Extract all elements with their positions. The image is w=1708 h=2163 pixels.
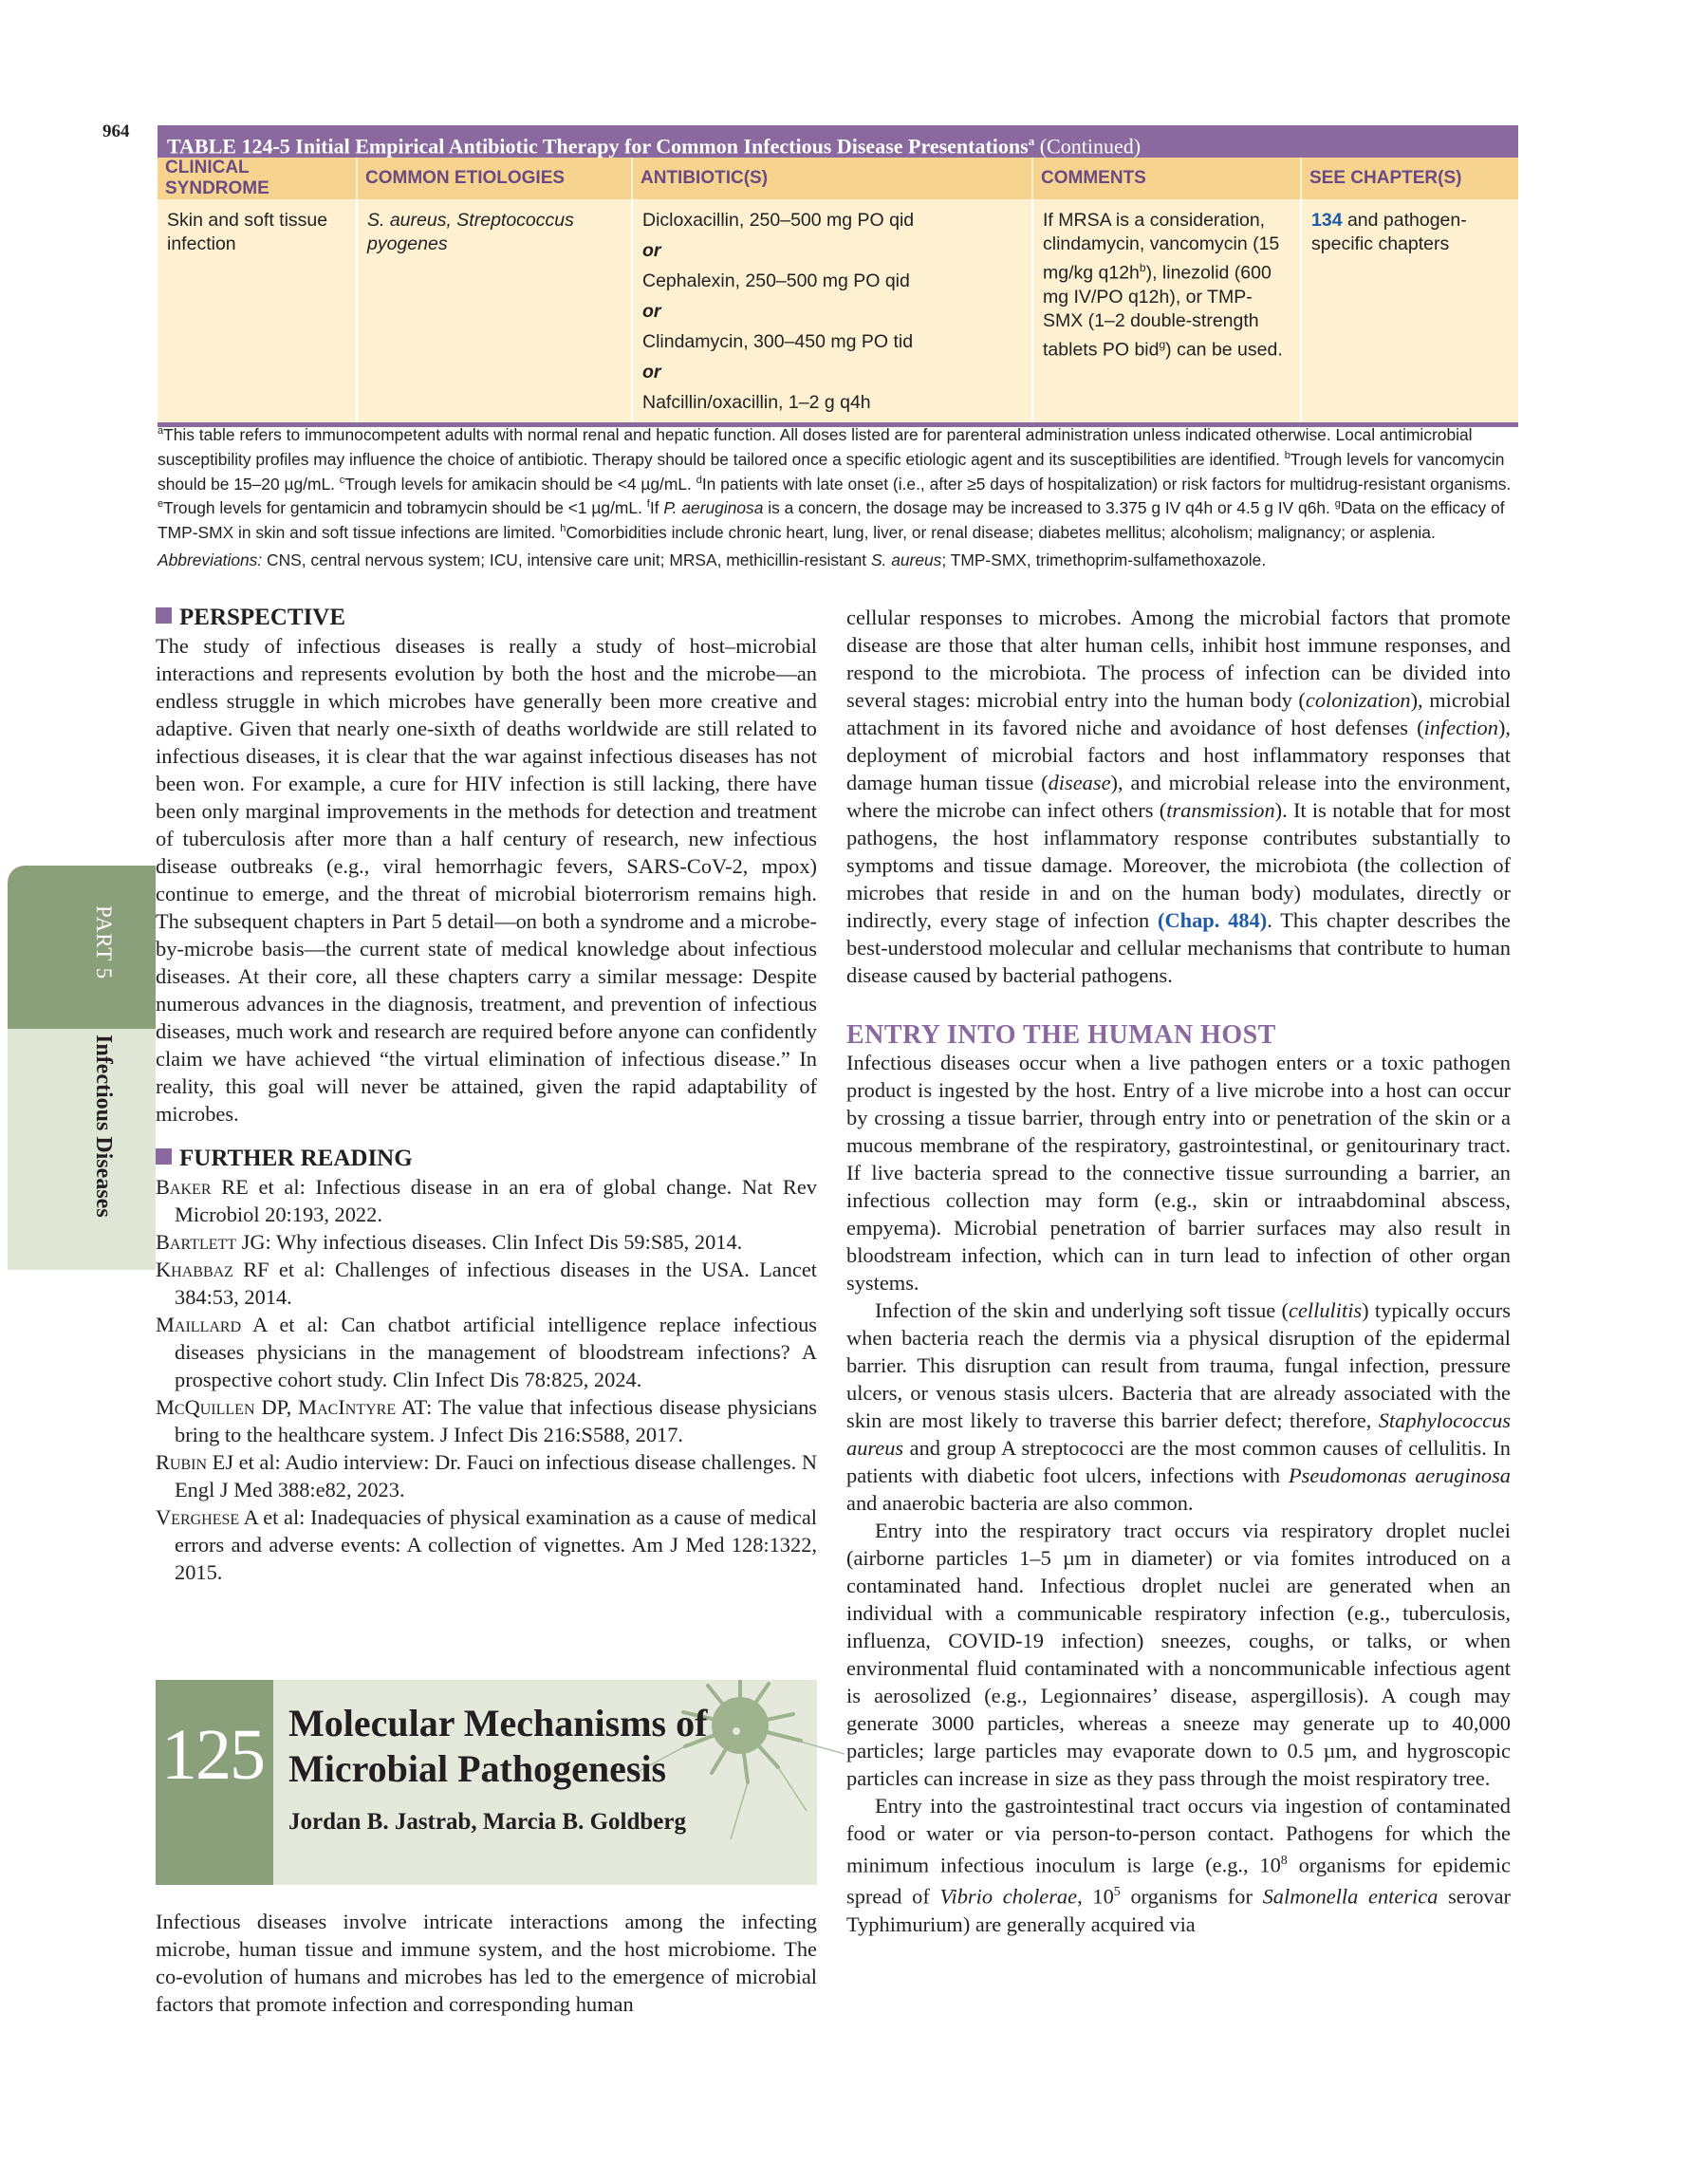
reference-author: Khabbaz (156, 1258, 233, 1281)
reference-author: MacIntyre (298, 1395, 397, 1419)
table-abbreviations (158, 550, 1518, 570)
cell-syndrome: Skin and soft tissue infection (158, 199, 357, 422)
text-run: cellular responses to microbes. Among the microbial factors that promote disease are those that alter human cells, inhibit host immune responses, and respond to the microbiota. The process of infection can be divided into several stages: microbial entry into the human body ( (846, 606, 1511, 712)
footnote-text: Data on the efficacy of TMP-SMX in skin and soft tissue infections are limited. (158, 498, 1505, 542)
footnote-mark: g (1159, 337, 1166, 351)
italic-term: infection (1423, 716, 1498, 739)
footnote-mark: e (158, 498, 164, 511)
reference-text: A et al: Can chatbot artificial intelligence replace infectious diseases physicians in the management of bloodstream infections? A prospective cohort study. Clin Infect Dis 78:825, 2024. (175, 1313, 817, 1391)
cell-see-chapters (1301, 199, 1518, 422)
italic-term: transmission (1166, 798, 1275, 822)
italic-term: Pseudomonas aeruginosa (1288, 1464, 1511, 1487)
italic-term: disease (1048, 771, 1111, 794)
reference-item (156, 1173, 817, 1228)
abbrev-italic: S. aureus (870, 550, 942, 569)
reference-author: Baker (156, 1175, 212, 1199)
table-title-sup: a (1028, 134, 1035, 148)
footnote-text: P. aeruginosa (663, 498, 764, 518)
antibiotic-option: Dicloxacillin, 250–500 mg PO qid (642, 210, 915, 231)
reference-text: DP, (254, 1395, 299, 1419)
italic-term: colonization (1305, 688, 1411, 712)
superscript: 5 (1113, 1885, 1121, 1900)
footnote-text: Trough levels for amikacin should be <4 µg/mL. (344, 474, 696, 494)
reference-text: EJ et al: Audio interview: Dr. Fauci on infectious disease challenges. N Engl J Med 388:e82, 2023. (175, 1450, 818, 1501)
comment-text: ), linezolid (600 mg IV/PO q12h), or TMP-SMX (1–2 double-strength tablets PO bid (1043, 262, 1272, 360)
chapter-authors: Jordan B. Jastrab, Marcia B. Goldberg (288, 1809, 686, 1835)
italic-term: Vibrio cholerae (939, 1884, 1078, 1909)
see-chapters-text: and pathogen-specific chapters (1311, 210, 1467, 254)
text-run: ), deployment of microbial factors and host inflammatory responses that damage human tissue ( (846, 716, 1511, 794)
chapter-number: 125 (161, 1715, 264, 1795)
col-header-antibiotics: ANTIBIOTIC(S) (632, 158, 1032, 199)
side-tab-part-label: PART 5 (92, 905, 116, 980)
page-number: 964 (102, 121, 130, 141)
table-row (158, 199, 1518, 422)
perspective-paragraph: The study of infectious diseases is really a study of host–microbial interactions and represents evolution by both the host and the microbe—an endless struggle in which microbes have generally been more creative and adaptive. Given that nearly one-sixth of deaths worldwide are still related to infectious diseases, it is clear that the war against infectious diseases has not been won. For example, a cure for HIV infection is still lacking, there have been only marginal improvements in the methods for detection and treatment of tuberculosis after more than a half century of research, new infectious disease outbreaks (e.g., viral hemorrhagic fevers, SARS-CoV-2, mpox) continue to emerge, and the threat of microbial bioterrorism remains high. The subsequent chapters in Part 5 detail—on both a syndrome and a microbe-by-microbe basis—the current state of medical knowledge about infectious diseases. At their core, all these chapters carry a similar message: Despite numerous advances in the diagnosis, treatment, and prevention of infectious diseases, much work and research are required before anyone can confidently claim we have achieved “the virtual elimination of infectious disease.” In reality, this goal will never be attained, given the rapid adaptability of microbes. (156, 634, 817, 1126)
reference-author: Maillard (156, 1313, 242, 1336)
reference-item (156, 1256, 817, 1311)
reference-item (156, 1393, 817, 1448)
text-run: ), microbial attachment in its favored niche and avoidance of host defenses ( (846, 688, 1511, 739)
entry-heading: ENTRY INTO THE HUMAN HOST (846, 1020, 1276, 1050)
or-label: or (642, 362, 661, 382)
intro-continued-paragraph (846, 604, 1511, 989)
table-footnotes (158, 420, 1518, 543)
table-title-continued: (Continued) (1034, 134, 1142, 158)
antibiotic-option: Nafcillin/oxacillin, 1–2 g q4h (642, 392, 871, 413)
further-reading-heading-text: FURTHER READING (179, 1146, 413, 1171)
or-label: or (642, 301, 661, 322)
footnote-mark: d (696, 474, 702, 486)
chapter-title: Molecular Mechanisms of Microbial Pathogenesis (288, 1702, 708, 1790)
footnote-mark: b (1284, 449, 1290, 461)
footnote-text: Trough levels for vancomycin should be 15–20 µg/mL. (158, 449, 1505, 494)
footnote-text: Trough levels for gentamicin and tobramycin should be <1 µg/mL. (163, 498, 647, 518)
comment-text: If MRSA is a consideration, clindamycin, vancomycin (15 mg/kg q12h (1043, 210, 1280, 284)
entry-paragraph-2 (846, 1296, 1511, 1517)
abbrev-label: Abbreviations: (158, 550, 263, 569)
antibiotic-option: Clindamycin, 300–450 mg PO tid (642, 331, 914, 352)
footnote-mark: b (1139, 261, 1146, 274)
footnote-mark: g (1334, 498, 1341, 511)
text-run: ) typically occurs when bacteria reach the dermis via a physical disruption of the epidermal barrier. This disruption can result from trauma, fungal infection, pressure ulcers, or venous stasis ulcers. Bacteria that are already associated with the skin are most likely to traverse this barrier defect; therefore, (846, 1298, 1511, 1432)
reference-text: RF et al: Challenges of infectious diseases in the USA. Lancet 384:53, 2014. (175, 1258, 817, 1309)
footnote-mark: a (158, 425, 164, 437)
text-run: , 10 (1077, 1884, 1114, 1909)
reference-text: A et al: Inadequacies of physical examination as a cause of medical errors and adverse events: A collection of vignettes. Am J Med 128:1322, 2015. (175, 1505, 817, 1584)
footnote-text: is a concern, the dosage may be increased to 3.375 g IV q4h or 4.5 g IV q6h. (763, 498, 1335, 518)
footnote-text: In patients with late onset (i.e., after ≥5 days of hospitalization) or risk factors for multidrug-resistant organisms. (701, 474, 1512, 494)
text-run: serovar Typhimurium) are generally acquired via (846, 1884, 1511, 1936)
antibiotic-table (158, 125, 1518, 427)
col-header-clinical-syndrome: CLINICAL SYNDROME (158, 158, 357, 199)
text-run: and anaerobic bacteria are also common. (846, 1491, 1194, 1515)
chapter-484-link[interactable]: (Chap. 484) (1158, 908, 1268, 932)
italic-term: Salmonella enterica (1262, 1884, 1439, 1909)
text-run: and group A streptococci are the most common causes of cellulitis. In patients with diabetic foot ulcers, infections with (846, 1436, 1511, 1487)
col-header-common-etiologies: COMMON ETIOLOGIES (357, 158, 632, 199)
chapter-link-134[interactable]: 134 (1311, 210, 1343, 231)
comment-text: ) can be used. (1165, 339, 1283, 360)
table-title (158, 125, 1518, 158)
reference-text: JG: Why infectious diseases. Clin Infect Dis 59:S85, 2014. (236, 1230, 743, 1254)
text-run: ). It is notable that for most pathogens, the host inflammatory response contributes substantially to symptoms and tissue damage. Moreover, the microbiota (the collection of microbes that reside in and on the human body) modulates, directly or indirectly, every stage of infection (846, 798, 1512, 932)
footnote-text: This table refers to immunocompetent adults with normal renal and hepatic function. All doses listed are for parenteral administration unless indicated otherwise. Local antimicrobial susceptibility profiles may influence the choice of antibiotic. Therapy should be tailored once a specific etiologic agent and its susceptibilities are identified. (158, 424, 1473, 469)
heading-square-icon (156, 1148, 172, 1165)
italic-term: Staphylococcus aureus (846, 1408, 1511, 1460)
reference-list (156, 1173, 817, 1586)
or-label: or (642, 240, 661, 261)
text-run: organisms for (1120, 1884, 1263, 1909)
footnote-text: Comorbidities include chronic heart, lung, liver, or renal disease; diabetes mellitus; alcoholism; malignancy; or asplenia. (566, 522, 1436, 542)
right-column (846, 604, 1511, 1938)
footnote-mark: h (560, 523, 566, 535)
table-grid (158, 158, 1518, 422)
table-title-text: TABLE 124-5 Initial Empirical Antibiotic Therapy for Common Infectious Disease Presentations (167, 134, 1029, 158)
reference-author: McQuillen (156, 1395, 255, 1419)
perspective-heading-text: PERSPECTIVE (179, 605, 346, 630)
text-run: ), and microbial release into the environment, where the microbe can infect others ( (846, 771, 1511, 822)
entry-paragraph-1: Infectious diseases occur when a live pathogen enters or a toxic pathogen product is ingested by the host. Entry of a live microbe into a host can occur by crossing a tissue barrier, through entry into or penetration of the skin or a mucous membrane of the respiratory, gastrointestinal, or genitourinary tract. If live bacteria spread to the connective tissue surrounding a barrier, an infectious collection may form (e.g., skin or intraabdominal abscess, empyema). Microbial penetration of barrier surfaces may also result in bloodstream infection, which can in turn lead to infection of other organ systems. (846, 1051, 1511, 1295)
footnote-text: If (649, 498, 664, 518)
text-run: Infection of the skin and underlying soft tissue ( (875, 1298, 1290, 1322)
heading-square-icon (156, 607, 172, 624)
reference-item (156, 1448, 817, 1503)
perspective-heading (156, 604, 817, 632)
cell-antibiotics (632, 199, 1032, 422)
antibiotic-option: Cephalexin, 250–500 mg PO qid (642, 270, 910, 291)
reference-text: AT: The value that infectious disease physicians bring to the healthcare system. J Infect Dis 216:S588, 2017. (175, 1395, 817, 1446)
reference-text: RE et al: Infectious disease in an era of global change. Nat Rev Microbiol 20:193, 2022. (175, 1175, 817, 1226)
reference-item (156, 1311, 817, 1393)
cell-comments (1032, 199, 1301, 422)
col-header-comments: COMMENTS (1032, 158, 1301, 199)
left-column (156, 604, 817, 1586)
side-tab-topic-label: Infectious Diseases (91, 1035, 116, 1218)
superscript: 8 (1280, 1854, 1288, 1868)
entry-paragraph-4 (846, 1792, 1511, 1938)
footnote-mark: f (646, 498, 650, 511)
col-header-see-chapters: SEE CHAPTER(S) (1301, 158, 1518, 199)
abbrev-text: ; TMP-SMX, trimethoprim-sulfamethoxazole. (941, 550, 1267, 569)
reference-author: Verghese (156, 1505, 240, 1529)
text-run: Entry into the gastrointestinal tract occurs via ingestion of contaminated food or water or via person-to-person contact. Pathogens for which the minimum infectious inoculum is large (e.g., 10 (846, 1794, 1511, 1877)
text-run: organisms for epidemic spread of (846, 1853, 1511, 1909)
entry-paragraph-3: Entry into the respiratory tract occurs via respiratory droplet nuclei (airborne particles 1–5 µm in diameter) or via fomites introduced on a contaminated hand. Infectious droplet nuclei are generated when an individual with a communicable respiratory infection (e.g., tuberculosis, influenza, COVID-19 infection) sneezes, coughs, or talks, or when environmental fluid contaminated with a noncommunicable infectious agent is aerosolized (e.g., Legionnaires’ disease, aspergillosis). A cough may generate 3000 particles, whereas a sneeze may generate up to 40,000 particles; large particles may evaporate down to 0.5 µm, and hygroscopic particles can increase in size as they pass through the moist respiratory tree. (846, 1519, 1511, 1790)
side-tab-topic (8, 1029, 156, 1270)
footnote-mark: c (339, 474, 345, 486)
chapter-banner (156, 1680, 817, 1885)
text-run: . This chapter describes the best-understood molecular and cellular mechanisms that contribute to human disease caused by bacterial pathogens. (846, 908, 1511, 987)
table-header-row (158, 158, 1518, 199)
abbrev-text: CNS, central nervous system; ICU, intensive care unit; MRSA, methicillin-resistant (262, 550, 871, 569)
further-reading-heading (156, 1145, 817, 1173)
reference-item (156, 1503, 817, 1586)
chapter-intro-paragraph: Infectious diseases involve intricate interactions among the infecting microbe, human tissue and immune system, and the host microbiome. The co-evolution of humans and microbes has led to the emergence of microbial factors that promote infection and corresponding human (156, 1910, 817, 2016)
side-tab-part (8, 866, 156, 1029)
reference-author: Bartlett (156, 1230, 237, 1254)
italic-term: cellulitis (1289, 1298, 1363, 1322)
cell-etiologies: S. aureus, Streptococcus pyogenes (357, 199, 632, 422)
reference-item (156, 1228, 817, 1256)
reference-author: Rubin (156, 1450, 208, 1474)
